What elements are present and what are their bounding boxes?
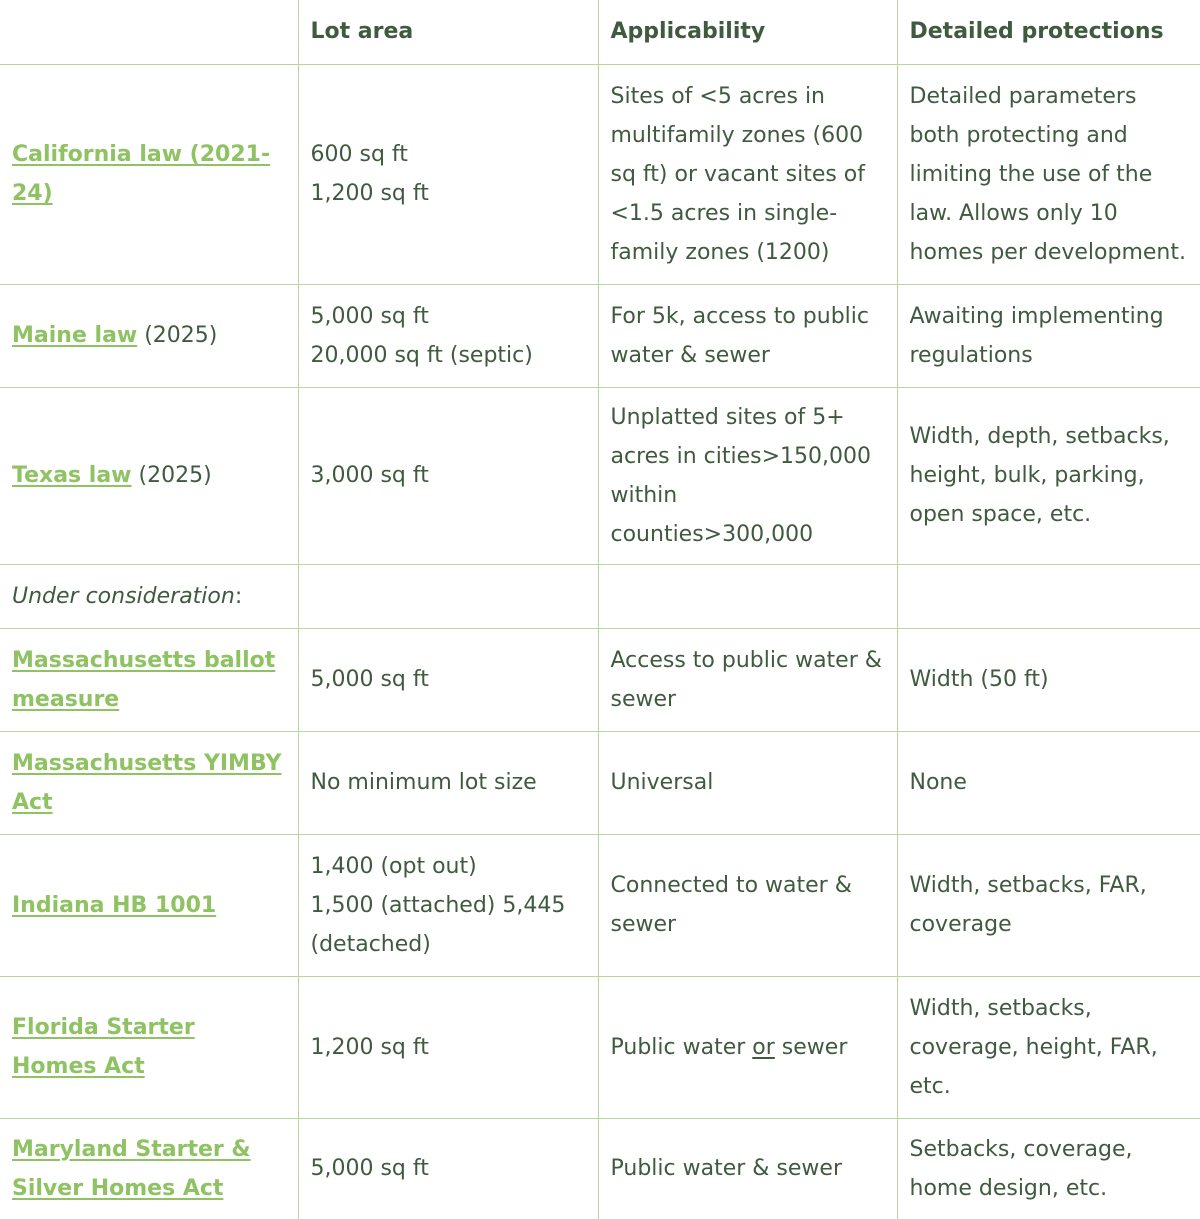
law-cell [0,976,298,1118]
law-link-florida[interactable]: Florida Starter Homes Act [12,1015,195,1079]
empty-cell [298,564,598,628]
lot-area-cell [298,834,598,976]
lot-area-cell [298,1118,598,1219]
law-cell [0,731,298,834]
applicability-cell: Sites of <5 acres in multifamily zones (600 sq ft) or vacant sites of <1.5 acres in single-family zones (1200) [598,64,897,284]
protections-cell: Width, setbacks, FAR, coverage [897,834,1200,976]
law-link-california[interactable]: California law (2021-24) [12,142,271,206]
protections-cell: Width (50 ft) [897,628,1200,731]
lot-area-cell [298,628,598,731]
lot-area-line: 1,500 (attached) 5,445 (detached) [310,892,566,957]
applicability-cell: Access to public water & sewer [598,628,897,731]
lot-area-line: 600 sq ft [310,142,408,167]
applicability-cell: Unplatted sites of 5+ acres in cities>150,000 within counties>300,000 [598,387,897,564]
table-row [0,834,1200,976]
section-row [0,564,1200,628]
section-label-cell [0,564,298,628]
law-link-maine[interactable]: Maine law [12,323,138,348]
protections-cell: Detailed parameters both protecting and limiting the use of the law. Allows only 10 homes per development. [897,64,1200,284]
law-link-indiana[interactable]: Indiana HB 1001 [12,892,217,918]
lot-area-line: 1,200 sq ft [310,1034,429,1060]
law-year: (2025) [131,463,212,488]
lot-area-cell [298,731,598,834]
law-cell [0,387,298,564]
header-detailed-protections: Detailed protections [897,0,1200,64]
lot-area-cell [298,64,598,284]
lot-area-line: 5,000 sq ft [310,667,429,692]
table-row [0,284,1200,387]
header-cell-blank [0,0,298,64]
table-row [0,387,1200,564]
lot-area-line: 1,400 (opt out) [310,853,477,879]
table-row [0,628,1200,731]
empty-cell [598,564,897,628]
lot-area-line: 1,200 sq ft [310,181,429,206]
empty-cell [897,564,1200,628]
header-applicability: Applicability [598,0,897,64]
table-row [0,731,1200,834]
lot-area-line: 5,000 sq ft [310,1156,429,1182]
applicability-cell: For 5k, access to public water & sewer [598,284,897,387]
protections-cell: None [897,731,1200,834]
lot-area-cell [298,284,598,387]
law-cell [0,64,298,284]
protections-cell: Setbacks, coverage, home design, etc. [897,1118,1200,1219]
applicability-cell [598,976,897,1118]
law-cell [0,628,298,731]
law-cell [0,1118,298,1219]
table-row [0,976,1200,1118]
applicability-cell: Public water & sewer [598,1118,897,1219]
lot-area-cell [298,387,598,564]
header-row [0,0,1200,64]
law-cell [0,284,298,387]
protections-cell: Width, depth, setbacks, height, bulk, parking, open space, etc. [897,387,1200,564]
lot-area-line: 5,000 sq ft [310,303,429,329]
protections-cell: Awaiting implementing regulations [897,284,1200,387]
lot-area-line: No minimum lot size [310,770,537,795]
table-row [0,1118,1200,1219]
law-year: (2025) [137,323,218,348]
law-link-texas[interactable]: Texas law [12,463,132,488]
applicability-cell: Universal [598,731,897,834]
law-link-massachusetts-yimby[interactable]: Massachusetts YIMBY Act [12,750,282,815]
header-lot-area: Lot area [298,0,598,64]
protections-cell: Width, setbacks, coverage, height, FAR, etc. [897,976,1200,1118]
law-link-massachusetts-ballot[interactable]: Massachusetts ballot measure [12,647,276,712]
table-row [0,64,1200,284]
lot-area-line: 20,000 sq ft (septic) [310,342,533,368]
law-link-maryland[interactable]: Maryland Starter & Silver Homes Act [12,1136,251,1201]
lot-area-line: 3,000 sq ft [310,463,429,488]
applicability-text: sewer [774,1034,848,1060]
applicability-cell: Connected to water & sewer [598,834,897,976]
applicability-emphasis: or [752,1034,775,1060]
lot-area-cell [298,976,598,1118]
section-colon: : [234,583,243,609]
applicability-text: Public water [610,1034,753,1060]
law-cell [0,834,298,976]
section-label: Under consideration [12,583,235,609]
